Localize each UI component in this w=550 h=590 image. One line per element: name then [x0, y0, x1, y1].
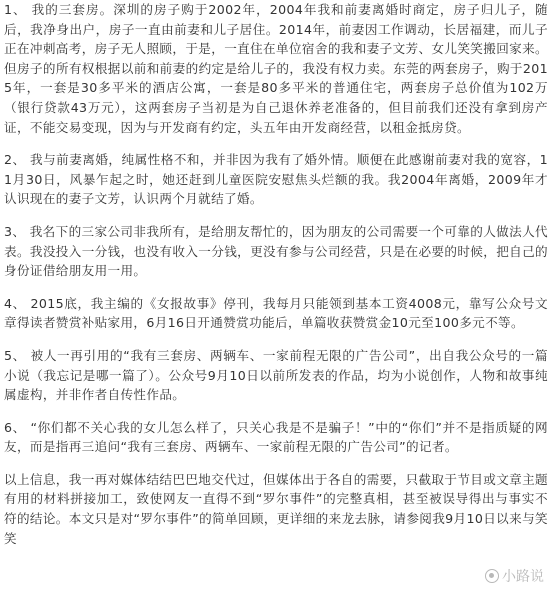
paragraph-3: 3、 我名下的三家公司非我所有，是给朋友帮忙的，因为朋友的公司需要一个可靠的人做法人代表。我没投入一分钱，也没有收入一分钱，更没有参与公司经营，只是在必要的时候，把自己的身份证借给朋友用一用。 — [4, 223, 548, 279]
paragraph-2: 2、 我与前妻离婚，纯属性格不和，并非因为我有了婚外情。顺便在此感谢前妻对我的宽容，11月30日，风暴乍起之时，她还赶到儿童医院安慰焦头烂额的我。我2004年离婚，2009年才认识现在的妻子文芳，认识两个月就结了婚。 — [4, 152, 548, 207]
paragraph-1: 1、 我的三套房。深圳的房子购于2002年，2004年我和前妻离婚时商定，房子归儿子，随后，我净身出户，房子一直由前妻和儿子居住。2014年，前妻因工作调动，长居福建，而儿子正在冲刺高考，房子无人照顾，于是，一直住在单位宿舍的我和妻子文芳、女儿笑笑搬回家来。但房子的所有权根据以前和前妻的约定是给儿子的，我没有权力卖。东莞的两套房子，购于2015年，一套是30多平米的酒店公寓，一套是80多平米的普通住宅，两套房子总价值为102万（银行贷款43万元），这两套房子当初是为自己退休养老准备的，但目前我们还没有拿到房产证，不能交易变现，因为与开发商有约定，头五年由开发商经营，以租金抵房贷。 — [4, 2, 548, 135]
weibo-logo-icon — [485, 569, 499, 583]
paragraph-4: 4、 2015底，我主编的《女报故事》停刊，我每月只能领到基本工资4008元，靠写公众号文章得读者赞赏补贴家用，6月16日开通赞赏功能后，单篇收获赞赏金10元至100多元不等。 — [4, 295, 548, 331]
watermark — [485, 566, 544, 586]
paragraph-7: 以上信息，我一再对媒体结结巴巴地交代过，但媒体出于各自的需要，只截取于节目或文章主题有用的材料拼接加工，致使网友一直得不到“罗尔事件”的完整真相，甚至被误导得出与事实不符的结论。本文只是对“罗尔事件”的简单回顾，更详细的来龙去脉，请参阅我9月10日以来与笑笑 — [4, 471, 548, 546]
paragraph-6: 6、 “你们都不关心我的女儿怎么样了，只关心我是不是骗子！”中的“你们”并不是指质疑的网友，而是指再三追问“我有三套房、两辆车、一家前程无限的广告公司”的记者。 — [4, 419, 548, 455]
watermark-text: 小路说 — [502, 569, 544, 585]
paragraph-5: 5、 被人一再引用的“我有三套房、两辆车、一家前程无限的广告公司”，出自我公众号的一篇小说（我忘记是哪一篇了）。公众号9月10日以前所发表的作品，均为小说创作，人物和故事纯属虚构，并非作者自传性作品。 — [4, 347, 548, 403]
